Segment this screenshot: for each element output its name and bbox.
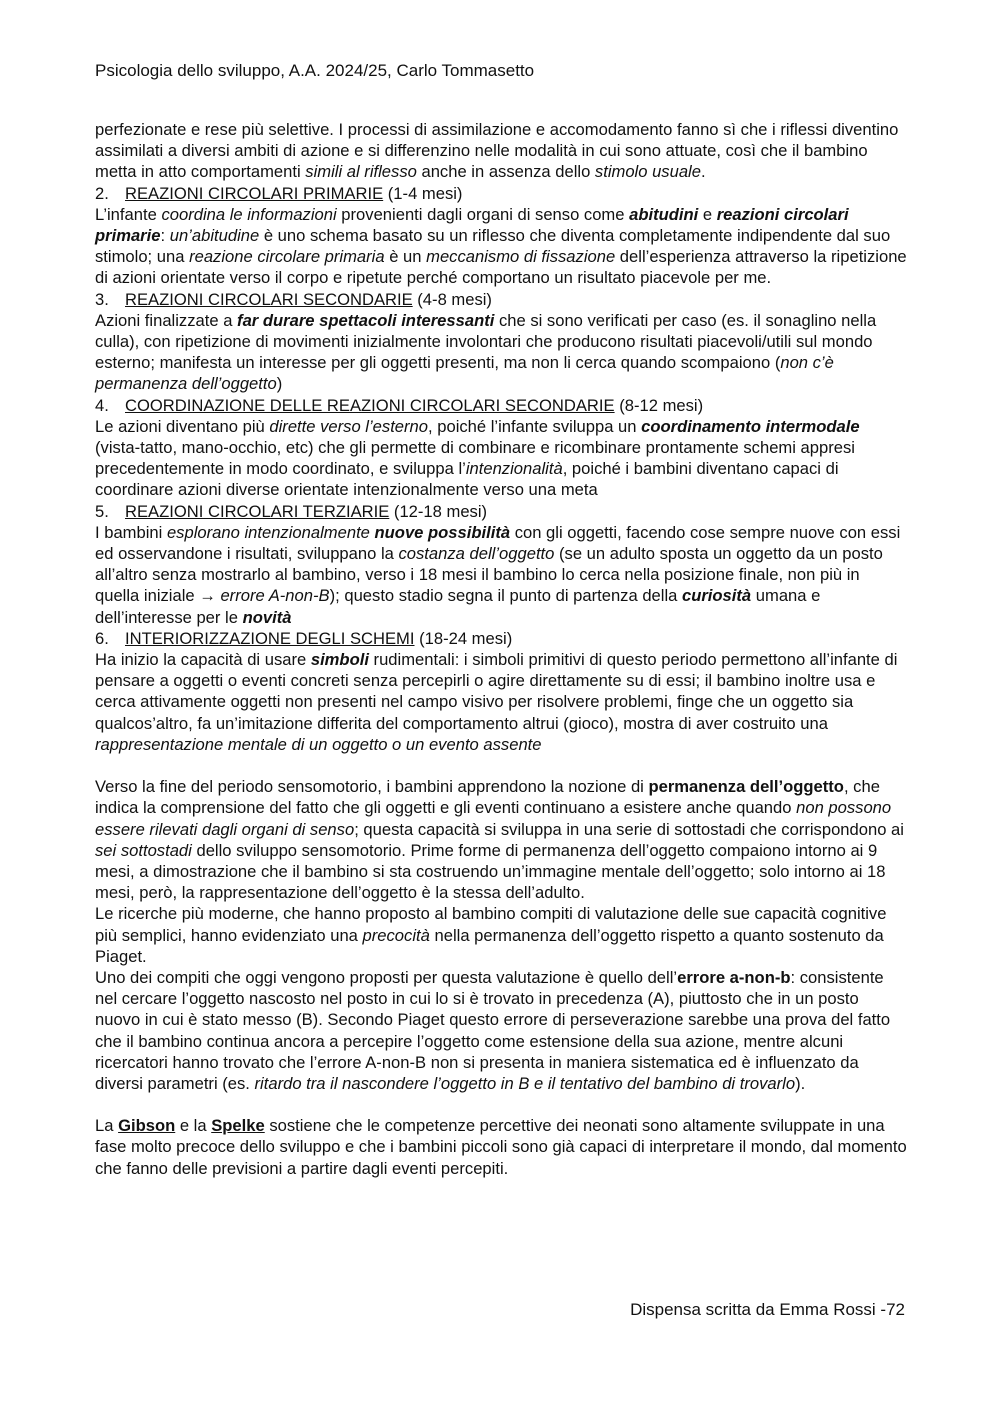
stage-2-text: L’infante coordina le informazioni provenienti dagli organi di senso come abitudini e reazioni circolari primarie: un’abitudine è uno schema basato su un riflesso che diventa completamente indipendente dal suo stimolo; una reazione circolare primaria è un meccanismo di fissazione dell’esperienza attraverso la ripetizione di azioni orientate verso il corpo e ripetute perché comportano un risultato piacevole per me. bbox=[95, 204, 907, 288]
stage-6-heading: 6. INTERIORIZZAZIONE DEGLI SCHEMI (18-24 mesi) bbox=[95, 628, 513, 648]
stage-4-text: Le azioni diventano più dirette verso l’esterno, poiché l’infante sviluppa un coordinamento intermodale (vista-tatto, mano-occhio, etc) che gli permette di combinare e ricombinare prontamente schemi appresi precedentemente in modo coordinato, e sviluppa l’intenzionalità, poiché i bambini diventano capaci di coordinare azioni diverse orientate intenzionalmente verso una meta bbox=[95, 416, 860, 500]
page-footer: Dispensa scritta da Emma Rossi -72 bbox=[630, 1300, 905, 1319]
paragraph-gibson-spelke: La Gibson e la Spelke sostiene che le competenze percettive dei neonati sono altamente sviluppate in una fase molto precoce dello sviluppo e che i bambini piccoli sono già capaci di interpretare il mondo, dal momento che fanno delle previsioni a partire dagli eventi percepiti. bbox=[95, 1116, 907, 1178]
stage-5-text: I bambini esplorano intenzionalmente nuove possibilità con gli oggetti, facendo cose sempre nuove con essi ed osservandone i risultati, sviluppano la costanza dell’oggetto (se un adulto sposta un oggetto da un posto all’altro senza mostrarlo al bambino, verso i 18 mesi il bambino lo cerca nella posizione finale, non più in quella iniziale → errore A-non-B); questo stadio segna il punto di partenza della curiosità umana e dell’interesse per le novità bbox=[95, 522, 901, 627]
stage-3-heading: 3. REAZIONI CIRCOLARI SECONDARIE (4-8 mesi) bbox=[95, 289, 492, 309]
paragraph-object-permanence: Verso la fine del periodo sensomotorio, i bambini apprendono la nozione di permanenza dell’oggetto, che indica la comprensione del fatto che gli oggetti e gli eventi continuano a esistere anche quando non possono essere rilevati dagli organi di senso; questa capacità si sviluppa in una serie di sottostadi che corrispondono ai sei sottostadi dello sviluppo sensomotorio. Prime forme di permanenza dell’oggetto compaiono intorno ai 9 mesi, a dimostrazione che il bambino si sta costruendo un’immagine mentale dell’oggetto; solo intorno ai 18 mesi, però, la rappresentazione dell’oggetto è la stessa dell’adulto. bbox=[95, 777, 904, 903]
stage-5-heading: 5. REAZIONI CIRCOLARI TERZIARIE (12-18 mesi) bbox=[95, 501, 488, 521]
paragraph-reflexes: perfezionate e rese più selettive. I processi di assimilazione e accomodamento fanno sì che i riflessi diventino assimilati a diversi ambiti di azione e si differenzino nelle modalità in cui sono attuate, così che il bambino metta in atto comportamenti simili al riflesso anche in assenza dello stimolo usuale. bbox=[95, 120, 899, 182]
stage-2-heading: 2. REAZIONI CIRCOLARI PRIMARIE (1-4 mesi) bbox=[95, 183, 463, 203]
stage-3-text: Azioni finalizzate a far durare spettacoli interessanti che si sono verificati per caso (es. il sonaglino nella culla), con ripetizione di movimenti inizialmente involontari che producono risultati piacevoli/utili sul mondo esterno; manifesta un interesse per gli oggetti presenti, ma non li cerca quando scompaiono (non c’è permanenza dell’oggetto) bbox=[95, 310, 877, 394]
stage-6-text: Ha inizio la capacità di usare simboli rudimentali: i simboli primitivi di questo periodo permettono all’infante di pensare a oggetti o eventi concreti senza percepirli o agire direttamente su di essi; il bambino inoltre usa e cerca attivamente oggetti non presenti nel campo visivo per risolvere problemi, finge che un oggetto sia qualcos’altro, fa un’imitazione differita del comportamento altrui (gioco), mostra di aver costruito una rappresentazione mentale di un oggetto o un evento assente bbox=[95, 650, 898, 754]
page-header: Psicologia dello sviluppo, A.A. 2024/25, Carlo Tommasetto bbox=[95, 61, 535, 80]
paragraph-gap bbox=[95, 755, 907, 776]
stage-4-heading: 4. COORDINAZIONE DELLE REAZIONI CIRCOLARI SECONDARIE (8-12 mesi) bbox=[95, 395, 704, 415]
paragraph-gap bbox=[95, 1094, 907, 1115]
document-body bbox=[95, 119, 907, 1179]
paragraph-a-not-b-error: Uno dei compiti che oggi vengono proposti per questa valutazione è quello dell’errore a-non-b: consistente nel cercare l’oggetto nascosto nel posto in cui lo si è trovato in precedenza (A), piuttosto che in un posto nuovo in cui è stato messo (B). Secondo Piaget questo errore di perseverazione sarebbe una prova del fatto che il bambino continua ancora a percepire l’oggetto come estensione della sua azione, mentre alcuni ricercatori hanno trovato che l’errore A-non-B non si presenta in maniera sistematica ed è influenzato da diversi parametri (es. ritardo tra il nascondere l’oggetto in B e il tentativo del bambino di trovarlo). bbox=[95, 967, 891, 1093]
paragraph-modern-research: Le ricerche più moderne, che hanno proposto al bambino compiti di valutazione delle sue capacità cognitive più semplici, hanno evidenziato una precocità nella permanenza dell’oggetto rispetto a quanto sostenuto da Piaget. bbox=[95, 904, 887, 966]
